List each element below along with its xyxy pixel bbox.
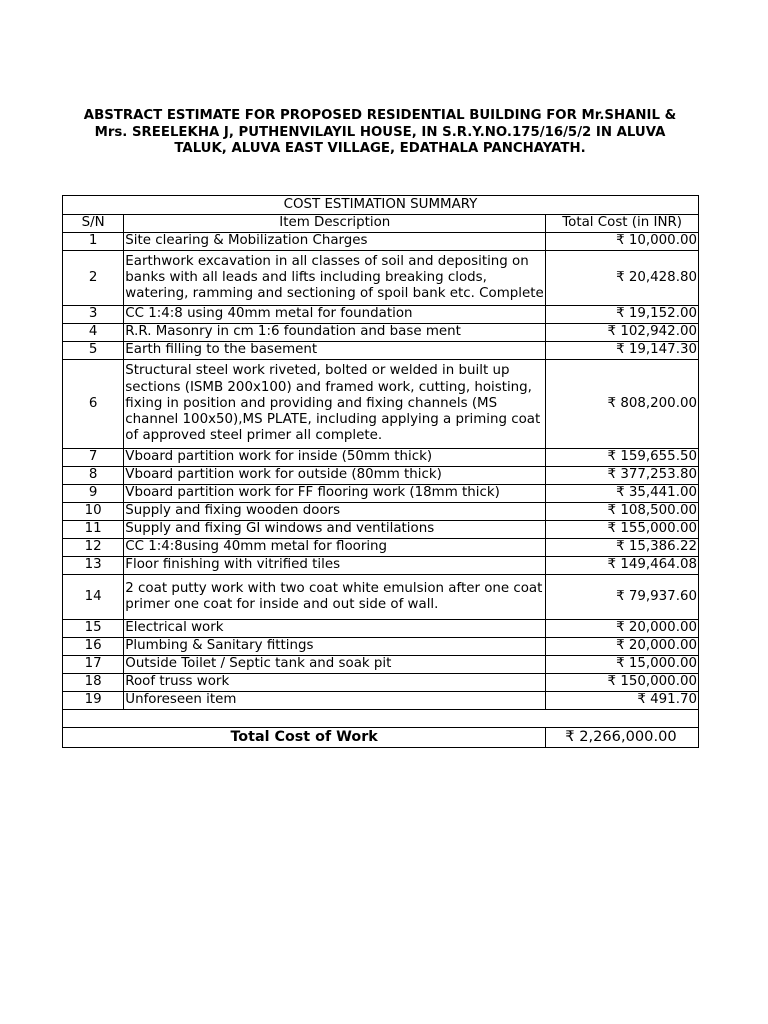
table-row <box>63 521 699 539</box>
cell-description: Unforeseen item <box>124 692 546 710</box>
cell-description: Site clearing & Mobilization Charges <box>124 233 546 251</box>
table-row <box>63 575 699 620</box>
cell-total-cost: ₹ 149,464.08 <box>546 557 699 575</box>
header-item-description: Item Description <box>124 215 546 233</box>
cell-total-cost: ₹ 20,428.80 <box>546 251 699 306</box>
cell-sn: 18 <box>63 674 124 692</box>
table-row <box>63 233 699 251</box>
cell-sn: 1 <box>63 233 124 251</box>
cell-total-cost: ₹ 108,500.00 <box>546 503 699 521</box>
table-row <box>63 251 699 306</box>
total-row <box>63 728 699 748</box>
blank-row <box>63 710 699 728</box>
blank-cell <box>63 710 699 728</box>
cell-total-cost: ₹ 150,000.00 <box>546 674 699 692</box>
cell-total-cost: ₹ 20,000.00 <box>546 638 699 656</box>
cell-sn: 8 <box>63 467 124 485</box>
cost-estimation-table <box>62 195 699 748</box>
summary-title-row <box>63 196 699 215</box>
table-row <box>63 467 699 485</box>
cell-sn: 16 <box>63 638 124 656</box>
cell-sn: 17 <box>63 656 124 674</box>
total-amount: ₹ 2,266,000.00 <box>546 728 699 748</box>
cell-sn: 19 <box>63 692 124 710</box>
cell-sn: 6 <box>63 360 124 449</box>
table-row <box>63 306 699 324</box>
cell-sn: 15 <box>63 620 124 638</box>
cell-description: Vboard partition work for FF flooring work (18mm thick) <box>124 485 546 503</box>
cell-sn: 12 <box>63 539 124 557</box>
cell-sn: 5 <box>63 342 124 360</box>
table-row <box>63 449 699 467</box>
cell-sn: 7 <box>63 449 124 467</box>
cell-description: R.R. Masonry in cm 1:6 foundation and base ment <box>124 324 546 342</box>
table-row <box>63 360 699 449</box>
cell-description: Supply and fixing wooden doors <box>124 503 546 521</box>
summary-title: COST ESTIMATION SUMMARY <box>63 196 699 215</box>
cell-description: Floor finishing with vitrified tiles <box>124 557 546 575</box>
cell-description: Vboard partition work for inside (50mm thick) <box>124 449 546 467</box>
table-row <box>63 342 699 360</box>
table-row <box>63 503 699 521</box>
cell-total-cost: ₹ 19,147.30 <box>546 342 699 360</box>
cell-description: Earth filling to the basement <box>124 342 546 360</box>
cell-total-cost: ₹ 20,000.00 <box>546 620 699 638</box>
table-row <box>63 557 699 575</box>
header-total-cost: Total Cost (in INR) <box>546 215 699 233</box>
document-title <box>62 108 698 158</box>
cell-description: Supply and fixing GI windows and ventilations <box>124 521 546 539</box>
cell-total-cost: ₹ 808,200.00 <box>546 360 699 449</box>
table-row <box>63 620 699 638</box>
header-sn: S/N <box>63 215 124 233</box>
table-row <box>63 539 699 557</box>
cell-description: Plumbing & Sanitary fittings <box>124 638 546 656</box>
cell-total-cost: ₹ 10,000.00 <box>546 233 699 251</box>
cell-total-cost: ₹ 102,942.00 <box>546 324 699 342</box>
cell-total-cost: ₹ 377,253.80 <box>546 467 699 485</box>
title-line-1: ABSTRACT ESTIMATE FOR PROPOSED RESIDENTIAL BUILDING FOR Mr.SHANIL & <box>83 108 677 123</box>
cell-sn: 4 <box>63 324 124 342</box>
cell-total-cost: ₹ 19,152.00 <box>546 306 699 324</box>
cell-sn: 11 <box>63 521 124 539</box>
cell-total-cost: ₹ 15,386.22 <box>546 539 699 557</box>
cell-description: CC 1:4:8 using 40mm metal for foundation <box>124 306 546 324</box>
table-row <box>63 674 699 692</box>
cell-description: Roof truss work <box>124 674 546 692</box>
title-line-3: TALUK, ALUVA EAST VILLAGE, EDATHALA PANCHAYATH. <box>174 141 586 156</box>
cell-sn: 13 <box>63 557 124 575</box>
cell-description: CC 1:4:8using 40mm metal for flooring <box>124 539 546 557</box>
cell-description: Vboard partition work for outside (80mm thick) <box>124 467 546 485</box>
title-line-2: Mrs. SREELEKHA J, PUTHENVILAYIL HOUSE, IN S.R.Y.NO.175/16/5/2 IN ALUVA <box>94 124 666 140</box>
cell-sn: 10 <box>63 503 124 521</box>
cell-sn: 2 <box>63 251 124 306</box>
cell-description: Structural steel work riveted, bolted or welded in built up sections (ISMB 200x100) and framed work, cutting, hoisting, fixing in position and providing and fixing channels (MS channel 100x50),MS PLATE, including applying a priming coat of approved steel primer all complete. <box>124 360 546 449</box>
table-row <box>63 656 699 674</box>
cell-description: Earthwork excavation in all classes of soil and depositing on banks with all leads and lifts including breaking clods, watering, ramming and sectioning of spoil bank etc. Complete <box>124 251 546 306</box>
table-row <box>63 324 699 342</box>
cell-total-cost: ₹ 79,937.60 <box>546 575 699 620</box>
cell-total-cost: ₹ 35,441.00 <box>546 485 699 503</box>
cell-description: Electrical work <box>124 620 546 638</box>
cell-sn: 14 <box>63 575 124 620</box>
cell-sn: 9 <box>63 485 124 503</box>
table-row <box>63 638 699 656</box>
cell-sn: 3 <box>63 306 124 324</box>
cell-description: Outside Toilet / Septic tank and soak pit <box>124 656 546 674</box>
cell-total-cost: ₹ 15,000.00 <box>546 656 699 674</box>
cell-total-cost: ₹ 491.70 <box>546 692 699 710</box>
cell-total-cost: ₹ 159,655.50 <box>546 449 699 467</box>
table-row <box>63 485 699 503</box>
cell-total-cost: ₹ 155,000.00 <box>546 521 699 539</box>
cell-description: 2 coat putty work with two coat white emulsion after one coat primer one coat for inside and out side of wall. <box>124 575 546 620</box>
table-row <box>63 692 699 710</box>
header-row <box>63 215 699 233</box>
total-label: Total Cost of Work <box>63 728 546 748</box>
